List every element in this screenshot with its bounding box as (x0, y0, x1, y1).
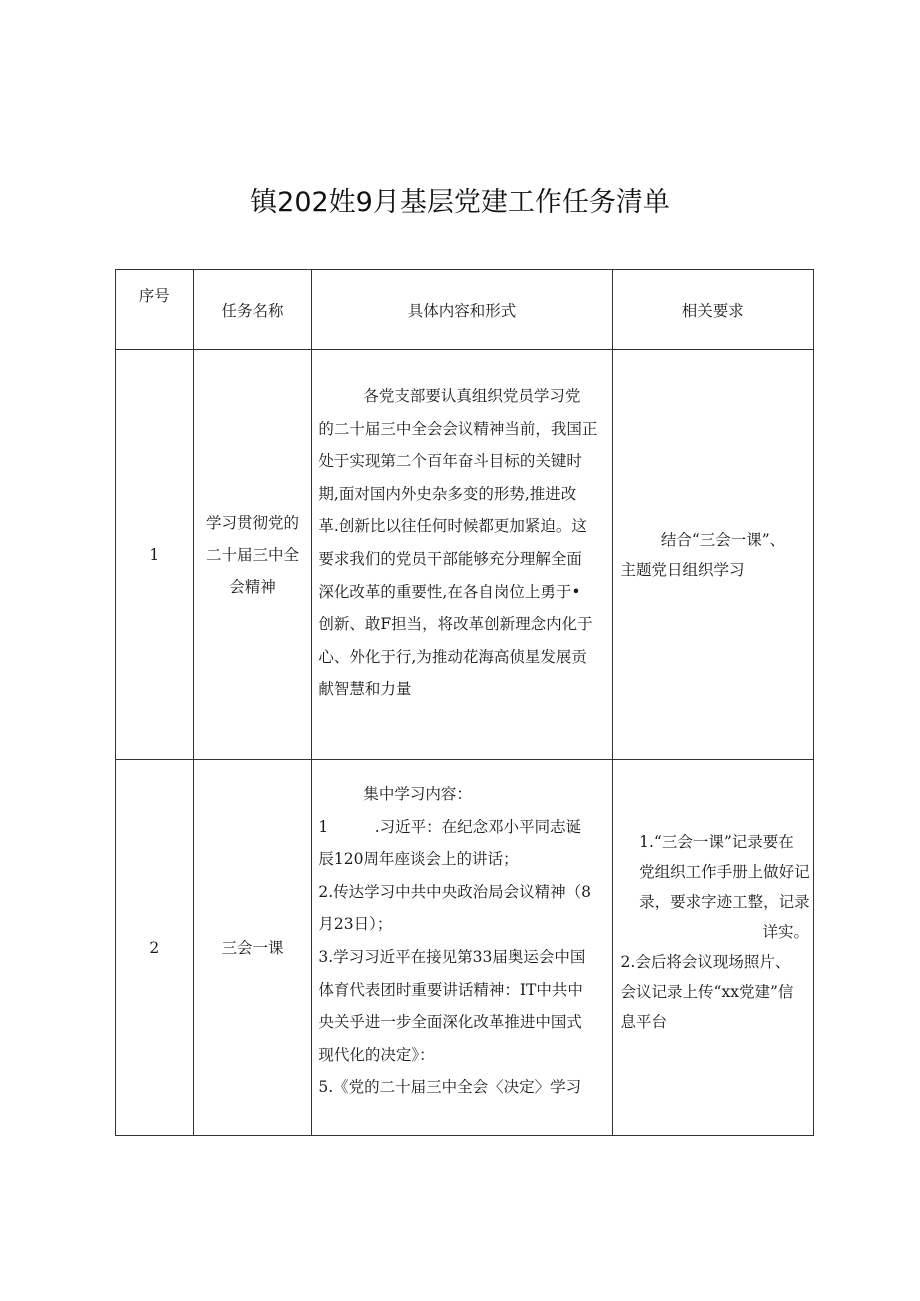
content-line: 1 .习近平：在纪念邓小平同志诞 (318, 817, 582, 836)
task-requirements (612, 760, 813, 1136)
content-line: 革.创新比以往任何时候都更加紧迫。这 (318, 517, 587, 536)
content-line: 要求我们的党员干部能够充分理解全面 (318, 549, 582, 568)
task-name-line: 二十届三中全 (205, 545, 299, 564)
requirement-line: 2.会后将会议现场照片、 (620, 953, 791, 971)
requirement-line: 1.“三会一课”记录要在 (639, 833, 794, 851)
header-requirements: 相关要求 (612, 270, 813, 350)
requirement-line: 录，要求字迹工整，记录 (639, 893, 810, 911)
header-task-name: 任务名称 (193, 270, 312, 350)
requirement-line: 党组织工作手册上做好记 (639, 863, 810, 881)
requirement-line: 详实。 (762, 923, 809, 941)
task-name (193, 350, 312, 760)
content-line: 央关乎进一步全面深化改革推进中国式 (318, 1013, 582, 1032)
table-header-row (116, 270, 814, 350)
requirement-line: 主题党日组织学习 (620, 560, 745, 579)
row-number: 1 (116, 350, 194, 760)
requirement-line: 息平台 (620, 1013, 668, 1031)
content-line: 月23日）； (318, 915, 393, 934)
content-line: 辰120周年座谈会上的讲话； (318, 850, 519, 869)
content-line: 期,面对国内外史杂多变的形势,推进改 (318, 484, 577, 503)
table-row (116, 350, 814, 760)
content-line: 心、外化于行,为推动花海高侦星发展贡 (318, 647, 587, 666)
content-line: 5.《党的二十届三中全会〈决定〉学习 (318, 1078, 582, 1097)
task-name-line: 学习贯彻党的 (205, 513, 299, 532)
header-num-label: 序号 (138, 287, 170, 305)
requirement-line: 会议记录上传“xx党建”信 (620, 983, 794, 1001)
task-name: 三会一课 (193, 760, 312, 1136)
task-content (312, 350, 612, 760)
task-name-line: 会精神 (229, 577, 276, 596)
content-line: 处于实现第二个百年奋斗目标的关键时 (318, 452, 582, 471)
content-line: 2.传达学习中共中央政治局会议精神（8 (318, 882, 592, 901)
document-title: 镇202姓9月基层党建工作任务清单 (250, 187, 670, 218)
content-line: 集中学习内容： (363, 785, 472, 803)
content-line: 3.学习习近平在接见第33届奥运会中国 (318, 947, 586, 966)
content-line: 体育代表团时重要讲话精神：IT中共中 (318, 980, 583, 999)
requirement-line: 结合“三会一课”、 (660, 530, 786, 549)
header-content: 具体内容和形式 (312, 270, 612, 350)
content-line: 献智慧和力量 (318, 680, 412, 699)
task-content (312, 760, 612, 1136)
task-table (115, 269, 814, 1136)
content-line: 创新、敢F担当，将改革创新理念内化于 (318, 615, 593, 634)
header-num (116, 270, 194, 350)
content-line: 现代化的决定》： (318, 1045, 435, 1064)
row-number: 2 (116, 760, 194, 1136)
table-row (116, 760, 814, 1136)
content-line: 各党支部要认真组织党员学习党 (363, 387, 581, 405)
content-line: 的二十届三中全会会议精神当前，我国正 (318, 419, 598, 438)
task-requirements (612, 350, 813, 760)
content-line: 深化改革的重要性,在各自岗位上勇于• (318, 582, 581, 601)
